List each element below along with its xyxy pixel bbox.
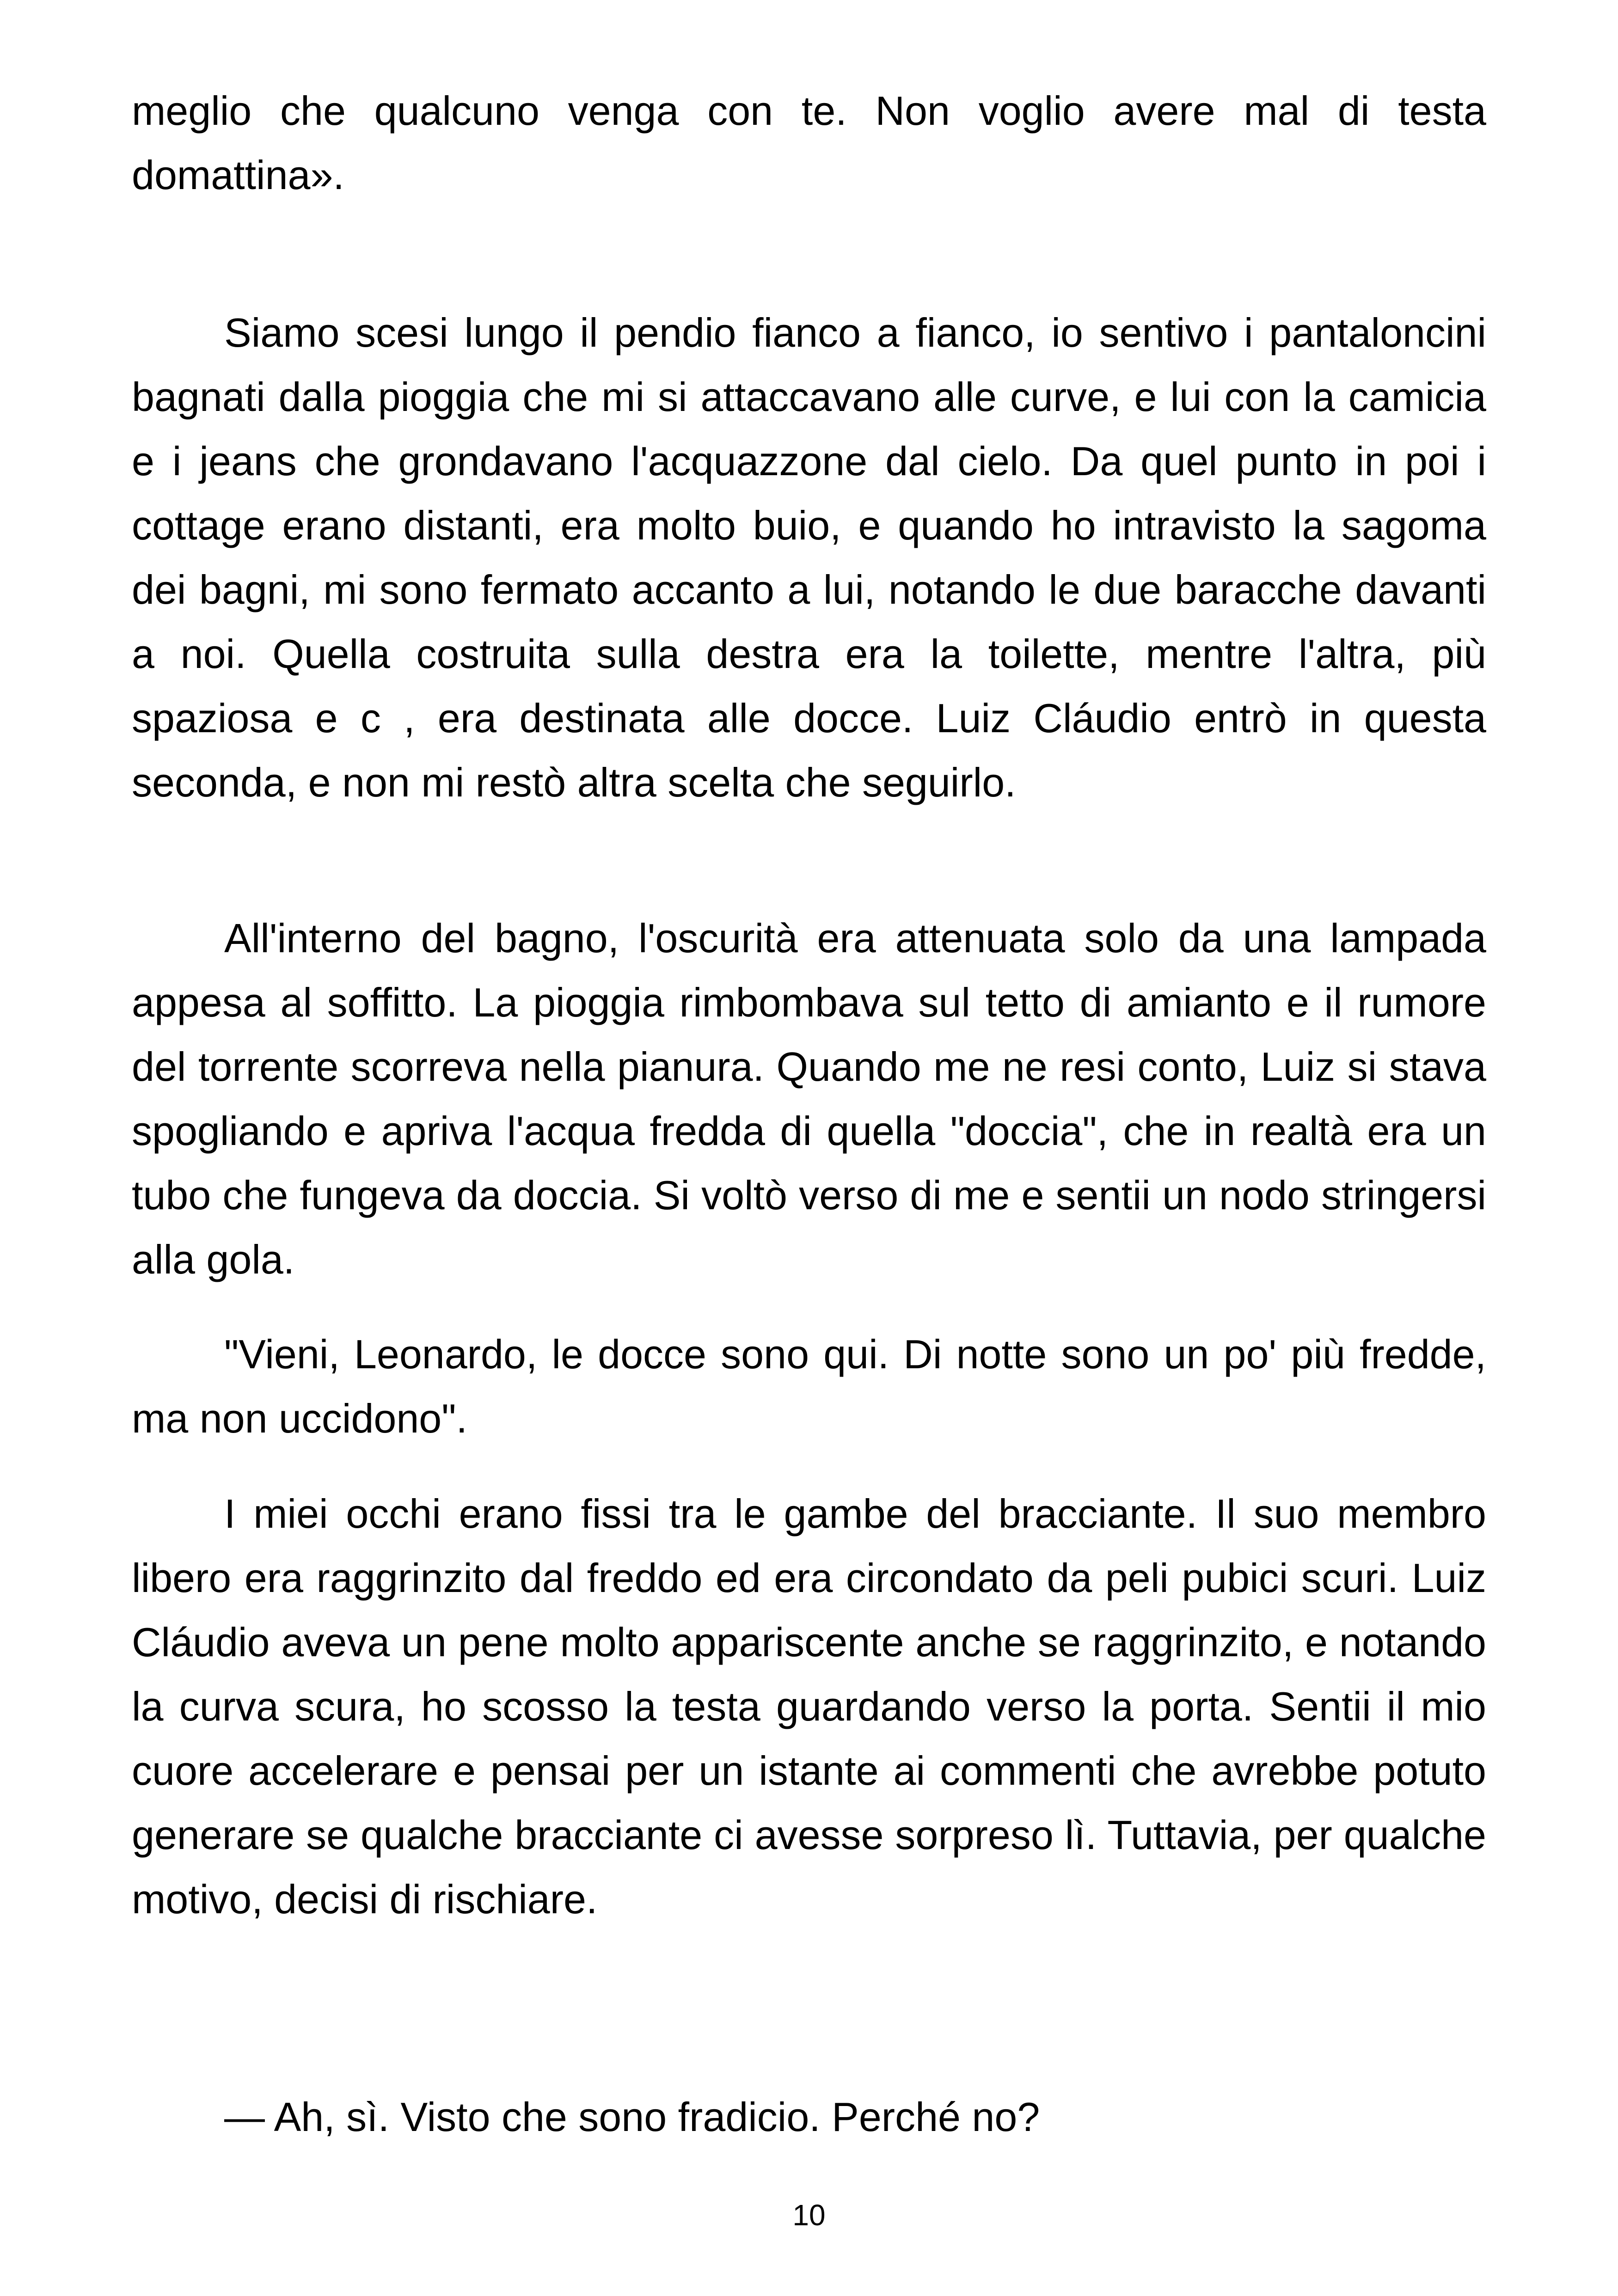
paragraph-observation: I miei occhi erano fissi tra le gambe del bracciante. Il suo membro libero era raggrinzito dal freddo ed era circondato da peli pubici scuri. Luiz Cláudio aveva un pene molto appariscente anche se raggrinzito, e notando la curva scura, ho scosso la testa guardando verso la porta. Sentii il mio cuore accelerare e pensai per un istante ai commenti che avrebbe potuto generare se qualche bracciante ci avesse sorpreso lì. Tuttavia, per qualche motivo, decisi di rischiare. <box>132 1491 1486 1922</box>
paragraph-descent: Siamo scesi lungo il pendio fianco a fianco, io sentivo i pantaloncini bagnati dalla pioggia che mi si attaccavano alle curve, e lui con la camicia e i jeans che grondavano l'acquazzone dal cielo. Da quel punto in poi i cottage erano distanti, era molto buio, e quando ho intravisto la sagoma dei bagni, mi sono fermato accanto a lui, notando le due baracche davanti a noi. Quella costruita sulla destra era la toilette, mentre l'altra, più spaziosa e c , era destinata alle docce. Luiz Cláudio entrò in questa seconda, e non mi restò altra scelta che seguirlo. <box>132 310 1486 805</box>
paragraph-bathroom: All'interno del bagno, l'oscurità era attenuata solo da una lampada appesa al soffitto. La pioggia rimbombava sul tetto di amianto e il rumore del torrente scorreva nella pianura. Quando me ne resi conto, Luiz si stava spogliando e apriva l'acqua fredda di quella "doccia", che in realtà era un tubo che fungeva da doccia. Si voltò verso di me e sentii un nodo stringersi alla gola. <box>132 915 1486 1282</box>
paragraph-dialogue-invite: "Vieni, Leonardo, le docce sono qui. Di notte sono un po' più fredde, ma non uccidono". <box>132 1331 1486 1441</box>
paragraph-continuation: meglio che qualcuno venga con te. Non voglio avere mal di testa domattina». <box>132 88 1486 198</box>
page-number: 10 <box>792 2198 826 2232</box>
paragraph-dialogue-reply: — Ah, sì. Visto che sono fradicio. Perché no? <box>224 2094 1040 2140</box>
